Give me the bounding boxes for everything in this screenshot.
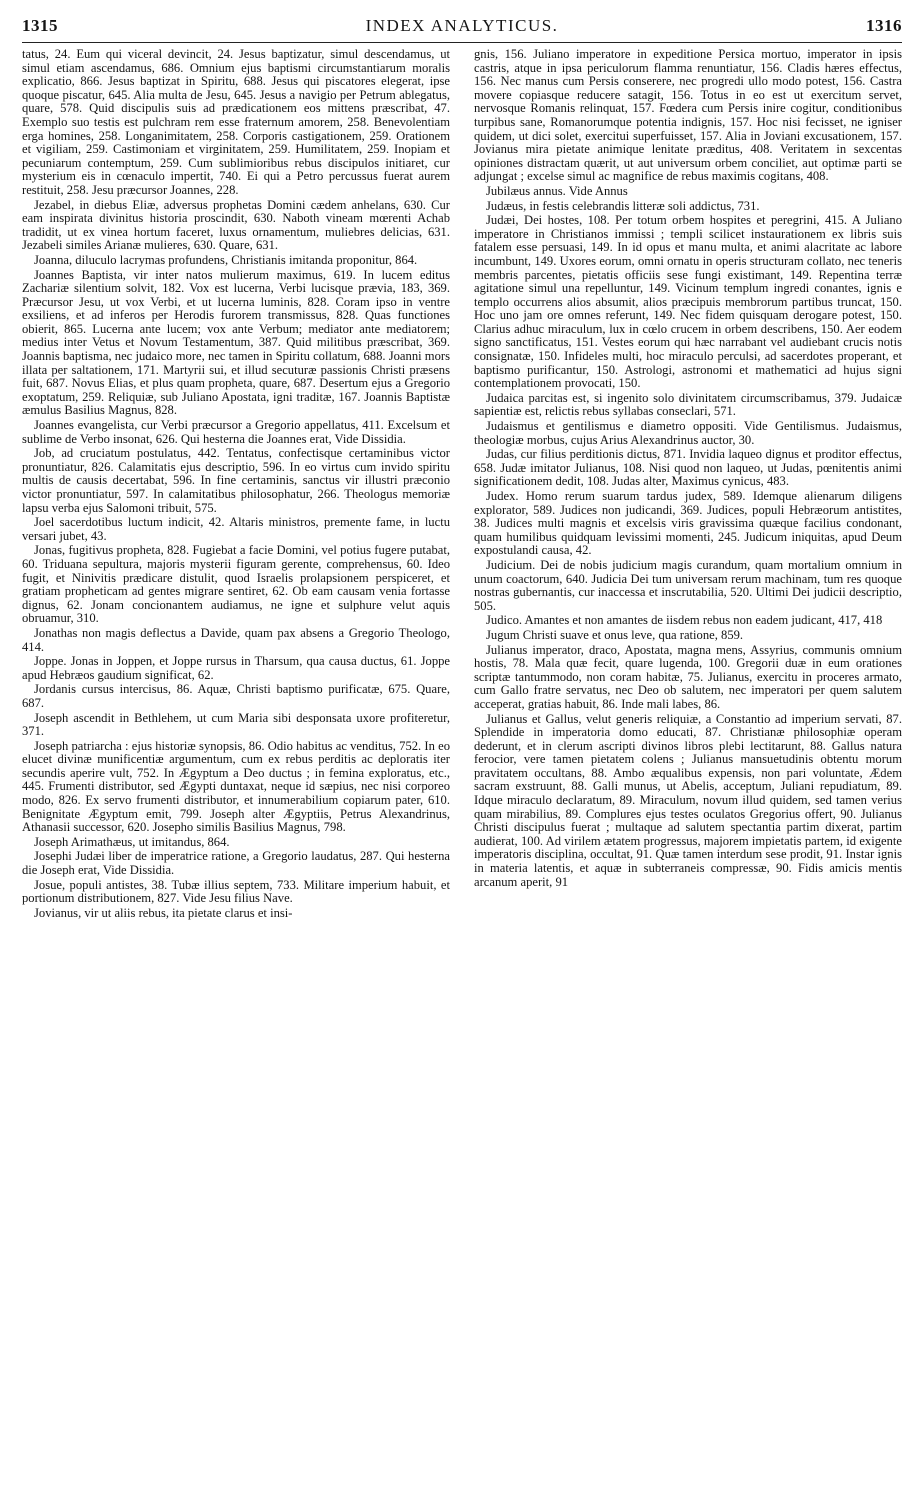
- index-entry: tatus, 24. Eum qui viceral devincit, 24. Jesus baptizatur, simul descendamus, ut simul etiam ascendamus, 686. Omnium ejus baptismi circumstantiarum moralis explicatio, 866. Jesus baptizat in Spiritu, 688. Jesus qui piscatores elegerat, ipse quoque piscatur, 645. Alia multa de Jesu, 645. Jesus a navigio per Petrum ablegatus, quare, 578. Quid discipulis suis ad prædicationem eos mittens præscribat, 47. Exemplo suo testis est pulchram rem esse fraternum amorem, 258. Benevolentiam erga homines, 258. Longanimitatem, 258. Corporis castigationem, 259. Orationem et vigiliam, 259. Castimoniam et virginitatem, 259. Humilitatem, 259. Inopiam et pecuniarum contemptum, 259. Cum sublimioribus rebus discipulos initiaret, cur mysterium eis in cœnaculo impertit, 740. Ei qui a Petro percussus fuerat aurem restituit, 258. Jesu præcursor Joannes, 228.: [22, 48, 450, 197]
- index-entry: Judex. Homo rerum suarum tardus judex, 589. Idemque alienarum diligens explorator, 589. Judices non judicandi, 369. Judices, populi Hebræorum antistites, 38. Judices multi magnis et excelsis viris gravissima quæque facilius condonant, quam humilibus quidquam levissimi momenti, 245. Judicum iniquitas, apud Deum expostulandi causa, 42.: [474, 489, 902, 558]
- running-title: INDEX ANALYTICUS.: [365, 16, 559, 35]
- index-entry: Jubilæus annus. Vide Annus: [486, 183, 628, 198]
- index-entry: Joannes Baptista, vir inter natos mulierum maximus, 619. In lucem editus Zachariæ silentium solvit, 182. Vox est lucerna, Verbi lucisque prævia, 183, 369. Præcursor Jesu, ut vox Verbi, et ut lucerna luminis, 828. Coram ipso in ventre exsiliens, et ad inferos per Herodis furorem transmissus, 828. Quas functiones obierit, 865. Lucerna ante lucem; vox ante Verbum; mediator ante mediatorem; medius inter Vetus et Novum Testamentum, 387. Quid militibus præscribat, 369. Joannis baptisma, nec judaico more, nec tamen in Spiritu collatum, 688. Joanni mors illata per saltationem, 171. Martyrii sui, et illud secuturæ passionis Christi præsens fuit, 687. Novus Elias, et plus quam propheta, quare, 687. Desertum ejus a Gregorio exoptatum, 259. Reliquiæ, sub Juliano Apostata, igni traditæ, 167. Joannis Baptistæ æmulus Basilius Magnus, 828.: [22, 267, 450, 418]
- index-entry: Josue, populi antistes, 38. Tubæ illius septem, 733. Militare imperium habuit, et portionum distributionem, 827. Vide Jesu filius Nave.: [22, 877, 450, 906]
- page-number-right: 1316: [866, 16, 902, 35]
- index-entry: Joseph patriarcha : ejus historiæ synopsis, 86. Odio habitus ac venditus, 752. In eo elucet divinæ munificentiæ argumentum, cum ex rebus perditis ac deploratis iter secundis aperire vult, 752. In Ægyptum a Deo ductus ; in femina exploratus, etc., 445. Frumenti distributor, sed Ægypti duntaxat, neque id sæpius, nec nisi corporeo modo, 826. Ex servo frumenti distributor, et innumerabilium copiarum pater, 610. Benignitate Ægyptum emit, 799. Joseph alter Ægyptiis, Petrus Alexandrinus, Athanasii successor, 620. Josepho similis Basilius Magnus, 798.: [22, 738, 450, 835]
- index-entry: Julianus imperator, draco, Apostata, magna mens, Assyrius, communis omnium hostis, 78. Mala quæ fecit, quare lugenda, 100. Gregorii duæ in eum orationes scriptæ tantummodo, non coram habitæ, 75. Julianus, exercitu in proceres armato, cum Gallo fratre servatus, nec Deo ob salutem, nec imperatori per quem salutem acceperat, gratias habuit, 86. Inde mali labes, 86.: [474, 642, 902, 711]
- index-entry: Joel sacerdotibus luctum indicit, 42. Altaris ministros, premente fame, in luctu versari jubet, 43.: [22, 515, 450, 543]
- index-entry: Judicium. Dei de nobis judicium magis curandum, quam mortalium omnium in unum coactorum, 640. Judicia Dei tum universam rerum machinam, tum res quoque nostras gubernantis, cur inaccessa et inscrutabilia, 520. Ultimi Dei judicii descriptio, 505.: [474, 557, 902, 613]
- right-column: [474, 48, 902, 1496]
- index-entry: gnis, 156. Juliano imperatore in expeditione Persica mortuo, imperator in ipsis castris, atque in ipsa periculorum flamma renuntiatur, 156. Cladis hæres effectus, 156. Nec manus cum Persis conserere, nec progredi ullo modo potest, 156. Castra movere copiasque reducere satagit, 156. Totus in eo est ut exercitum servet, nervosque Romanis relinquat, 157. Fœdera cum Persis inire cogitur, conditionibus turpibus sane, Romanorumque potentia indignis, 157. Hoc nisi fecisset, ne igniser quidem, ut dici solet, exercitui superfuisset, 157. Alia in Joviani excusationem, 157. Jovianus mira pietate animique lenitate præditus, 408. Veritatem in sexcentas opiniones distractam quærit, ut aut universum orbem conciliet, aut optimæ parti se adjungat ; excelse simul ac magnifice de rebus maximis cogitans, 408.: [474, 48, 902, 184]
- left-column: [22, 48, 450, 1496]
- index-entry: Judaica parcitas est, si ingenito solo divinitatem circumscribamus, 379. Judaicæ sapientiæ est, relictis rebus syllabas conseclari, 571.: [474, 390, 902, 419]
- index-entry: Judico. Amantes et non amantes de iisdem rebus non eadem judicant, 417, 418: [486, 613, 883, 628]
- index-entry: Judas, cur filius perditionis dictus, 871. Invidia laqueo dignus et proditor effectus, 658. Judæ imitator Julianus, 108. Nisi quod non laqueo, ut Judas, pœnitentis animi significationem dedit, 108. Judas alter, Maximus cynicus, 483.: [474, 447, 902, 489]
- index-entry: Jugum Christi suave et onus leve, qua ratione, 859.: [486, 627, 744, 642]
- index-entry: Julianus et Gallus, velut generis reliquiæ, a Constantio ad imperium servati, 87. Splendide in imperatoria domo educati, 87. Christianæ philosophiæ operam dederunt, et in clerum ascripti divinos libros plebi lectitarunt, 88. Gallus natura ferocior, vere tamen pietatem colens ; Julianus mansuetudinis obtentu morum pravitatem occultans, 88. Ambo æqualibus expensis, non pari voluntate, Ædem sacram exstruunt, 88. Galli munus, ut Abelis, acceptum, Juliani repudiatum, 89. Idque miraculo declaratum, 89. Miraculum, novum illud quidem, sed tamen verius quam mirabilius, 89. Complures ejus testes oculatos Gregorius offert, 90. Julianus Christi discipulus fuerat ; multaque ad salutem spectantia partim dixerat, partim audierat, 100. Ad virilem ætatem progressus, majorem impietatis partem, id exigente imperatoris disciplina, occultat, 91. Quæ tamen interdum sese prodit, 91. Instar ignis in materia latentis, et aquæ in subterraneis compressæ, 90. Fidis amicis mentis arcanum aperit, 91: [474, 711, 902, 889]
- index-entry: Judaismus et gentilismus e diametro oppositi. Vide Gentilismus. Judaismus, theologiæ morbus, cujus Arius Alexandrinus auctor, 30.: [474, 419, 902, 447]
- index-entry: Joannes evangelista, cur Verbi præcursor a Gregorio appellatus, 411. Excelsum et sublime de Verbo insonat, 626. Qui hesterna die Joannes erat, Vide Dissidia.: [22, 418, 450, 446]
- index-entry: Jordanis cursus intercisus, 86. Aquæ, Christi baptismo purificatæ, 675. Quare, 687.: [22, 682, 450, 710]
- index-entry: Joanna, diluculo lacrymas profundens, Christianis imitanda proponitur, 864.: [34, 252, 418, 267]
- index-entry: Joseph Arimathæus, ut imitandus, 864.: [34, 834, 230, 849]
- index-entry: Josephi Judæi liber de imperatrice ratione, a Gregorio laudatus, 287. Qui hesterna die Joseph erat, Vide Dissidia.: [22, 849, 450, 878]
- index-entry: Judæus, in festis celebrandis litteræ soli addictus, 731.: [486, 198, 760, 213]
- index-entry: Jovianus, vir ut aliis rebus, ita pietate clarus et insi-: [34, 905, 293, 920]
- index-entry: Job, ad cruciatum postulatus, 442. Tentatus, confectisque certaminibus victor pronuntiatur, 826. Calamitatis ejus descriptio, 596. In eo virtus cum invido spiritu multis de causis decertabat, 596. In fine certaminis, sanctus vir illustri præconio victor pronuntiatur, 597. In calamitatibus philosophatur, 266. Theologus memoriæ lapsu verba ejus Salomoni tribuit, 575.: [22, 446, 450, 515]
- header-rule: [22, 42, 902, 43]
- index-entry: Joseph ascendit in Bethlehem, ut cum Maria sibi desponsata uxore profiteretur, 371.: [22, 710, 450, 739]
- index-entry: Joppe. Jonas in Joppen, et Joppe rursus in Tharsum, qua causa ductus, 61. Joppe apud Hebræos gaudium significat, 62.: [22, 654, 450, 682]
- index-entry: Judæi, Dei hostes, 108. Per totum orbem hospites et peregrini, 415. A Juliano imperatore in Christianos immissi ; templi scilicet instaurationem ex libris suis fatalem esse persuasi, 149. In id opus et manu multa, et animi alacritate ac labore incumbunt, 149. Uxores eorum, omni ornatu in operis structuram collato, nec teneris membris parcentes, pietatis officiis sese fungi existimant, 149. Repentina terræ agitatione simul una repelluntur, 149. Vicinum templum ingredi conantes, ignis e templo occurrens alios absumit, alios præcipuis membrorum partibus truncat, 150. Hoc uno jam ore omnes referunt, 149. Nec fidem quisquam derogare potest, 150. Clarius adhuc miraculum, lux in cœlo crucem in orbem describens, 150. Aer eodem signo sanctificatus, 151. Vestes eorum qui hæc narrabant vel audiebant crucis notis consignatæ, 150. Infideles multi, hoc miraculo perculsi, ad sacerdotes properant, et baptismo purificantur, 150. Astrologi, astronomi et mathematici ad hujus signi contemplationem provocati, 150.: [474, 213, 902, 391]
- page-header: [22, 16, 902, 42]
- index-entry: Jonas, fugitivus propheta, 828. Fugiebat a facie Domini, vel potius fugere putabat, 60. Triduana sepultura, majoris mysterii figuram gerente, comprehensus, 60. Ideo fugit, et Ninivitis prædicare distulit, quod Israelis prolapsionem perspiceret, et gratiam propheticam ad gentes migrare sentiret, 62. Ob eam causam venia fortasse dignus, 62. Jonam concionantem audiamus, ne igne et sulphure velut aquis obruamur, 310.: [22, 543, 450, 626]
- index-entry: Jonathas non magis deflectus a Davide, quam pax absens a Gregorio Theologo, 414.: [22, 625, 450, 654]
- page-number-left: 1315: [22, 16, 58, 35]
- index-entry: Jezabel, in diebus Eliæ, adversus prophetas Domini cædem anhelans, 630. Cur eam inspirata divinitus historia proscindit, 630. Naboth vineam mœrenti Achab tradidit, ut ex vinea hortum faceret, luxus ornamentum, muliebres delicias, 631. Jezabeli similes Arianæ mulieres, 630. Quare, 631.: [22, 197, 450, 253]
